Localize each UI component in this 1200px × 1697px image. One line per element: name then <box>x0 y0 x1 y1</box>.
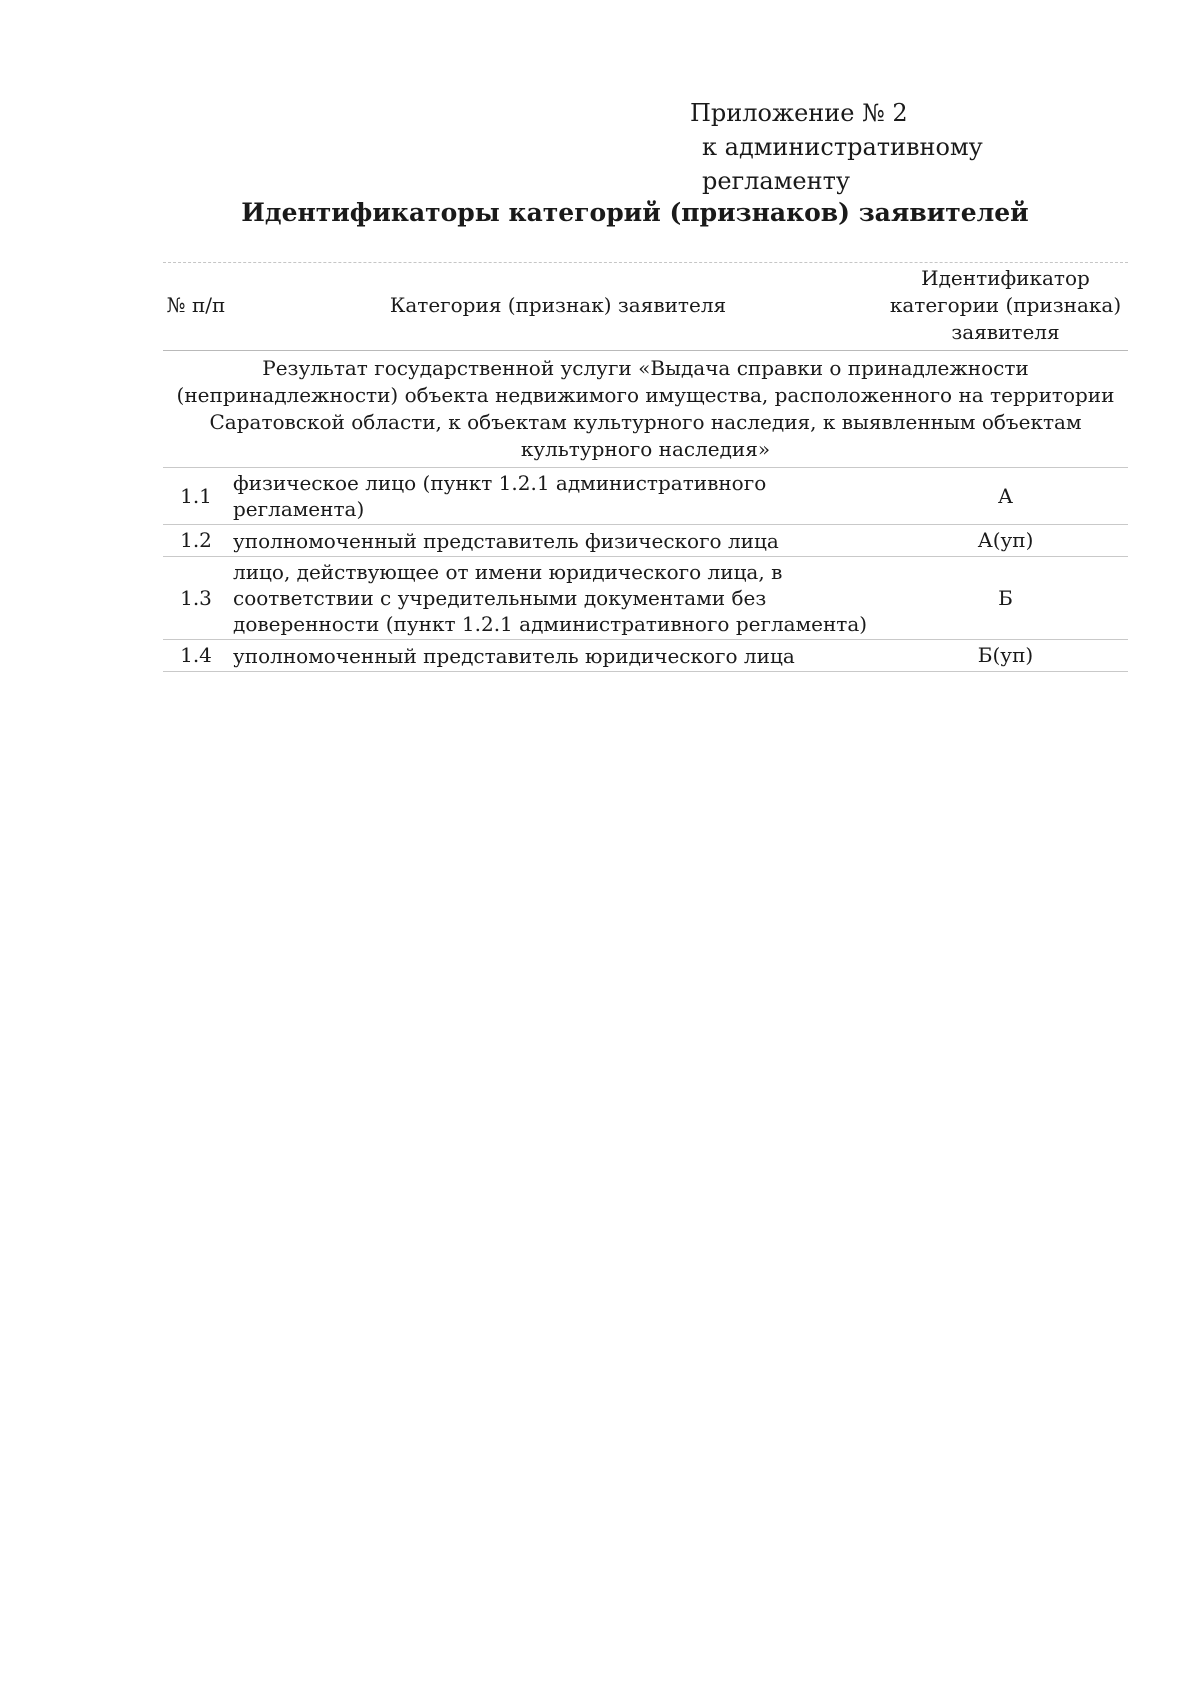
row-category: лицо, действующее от имени юридического лица, в соответствии с учредительными документами без доверенности (пункт 1.2.1 административного регламента) <box>229 557 883 640</box>
row-category: уполномоченный представитель физического лица <box>229 525 883 557</box>
column-header-num: № п/п <box>163 260 229 351</box>
row-category: уполномоченный представитель юридического лица <box>229 640 883 672</box>
row-identifier: Б <box>883 557 1128 640</box>
row-num: 1.3 <box>163 557 229 640</box>
appendix-header <box>690 96 1130 198</box>
section-row <box>163 351 1128 468</box>
table-row <box>163 640 1128 672</box>
column-header-identifier: Идентификатор категории (признака) заявителя <box>883 260 1128 351</box>
table-row <box>163 525 1128 557</box>
row-num: 1.2 <box>163 525 229 557</box>
column-header-category: Категория (признак) заявителя <box>229 260 883 351</box>
document-title: Идентификаторы категорий (признаков) заявителей <box>241 198 1029 227</box>
row-num: 1.1 <box>163 468 229 525</box>
row-identifier: А <box>883 468 1128 525</box>
table-row <box>163 468 1128 525</box>
row-identifier: А(уп) <box>883 525 1128 557</box>
section-title: Результат государственной услуги «Выдача справки о принадлежности (непринадлежности) объекта недвижимого имущества, расположенного на территории Саратовской области, к объектам культурного наследия, к выявленным объектам культурного наследия» <box>163 351 1128 468</box>
row-identifier: Б(уп) <box>883 640 1128 672</box>
appendix-reference: к административному регламенту <box>702 133 983 195</box>
table-header-row <box>163 260 1128 351</box>
categories-table <box>163 260 1128 672</box>
appendix-number: Приложение № 2 <box>690 99 908 127</box>
row-category: физическое лицо (пункт 1.2.1 административного регламента) <box>229 468 883 525</box>
table-row <box>163 557 1128 640</box>
row-num: 1.4 <box>163 640 229 672</box>
